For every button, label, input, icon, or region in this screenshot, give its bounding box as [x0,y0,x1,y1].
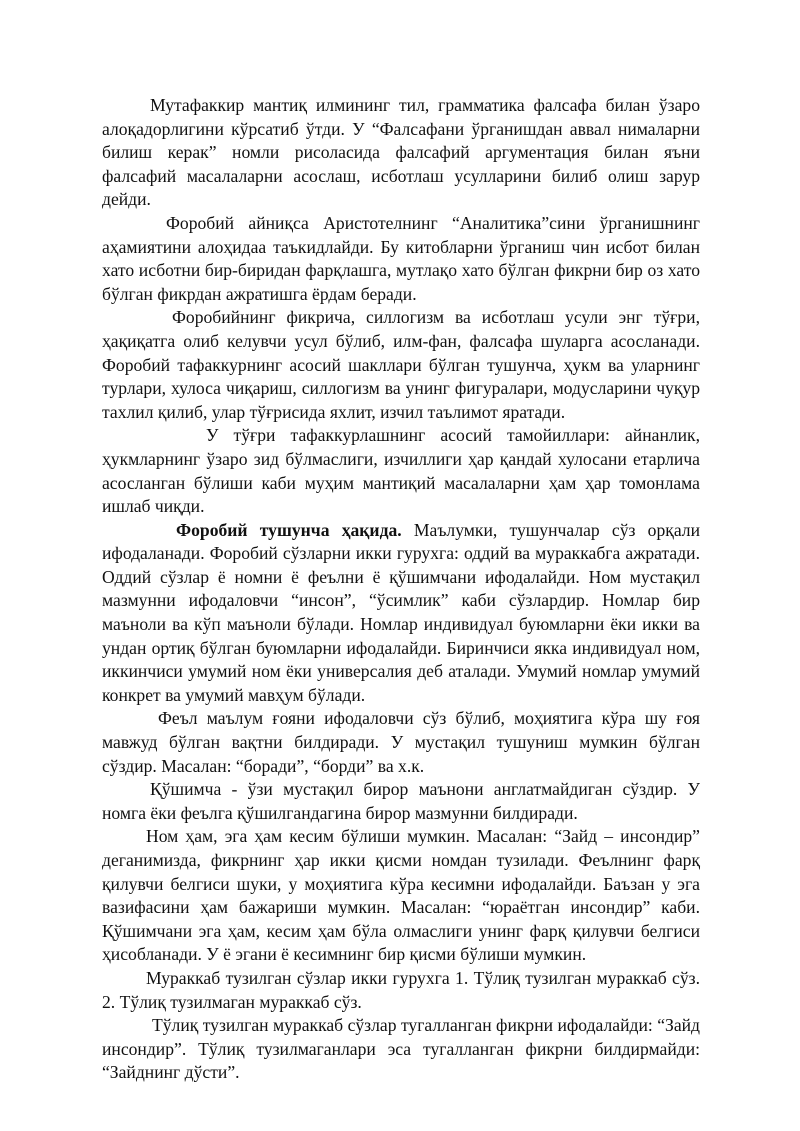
document-page [102,94,700,1085]
paragraph-5 [102,519,700,708]
paragraph-text: Форобийнинг фикрича, силлогизм ва исботлаш усули энг тўғри, ҳақиқатга олиб келувчи усул бўлиб, илм-фан, фалсафа шуларга асосланади. Форобий тафаккурнинг асосий шакллари бўлган тушунча, ҳукм ва уларнинг турлари, хулоса чиқариш, силлогизм ва унинг фигуралари, модусларини чуқур тахлил қилиб, улар тўғрисида яхлит, изчил таълимот яратади. [102,307,700,422]
paragraph-4 [102,424,700,518]
paragraph-8 [102,825,700,967]
paragraph-2 [102,212,700,306]
paragraph-text: Қўшимча - ўзи мустақил бирор маънони англатмайдиган сўздир. У номга ёки феълга қўшилгандагина бирор мазмунни билдиради. [102,779,700,823]
paragraph-7 [102,778,700,825]
section-heading: Форобий тушунча ҳақида. [176,519,402,540]
paragraph-text: Мураккаб тузилган сўзлар икки гурухга 1. Тўлиқ тузилган мураккаб сўз. 2. Тўлиқ тузилмаган мураккаб сўз. [102,967,700,1012]
paragraph-text: Маълумки, тушунчалар сўз орқали ифодаланади. Форобий сўзларни икки гурухга: оддий ва мураккабга ажратади. Оддий сўзлар ё номни ё феълни ё қўшимчани ифодалайди. Ном мустақил мазмунни ифодаловчи “инсон”, “ўсимлик” каби сўзлардир. Номлар бир маъноли ва кўп маъноли бўлади. Номлар индивидуал буюмларни ёки икки ва ундан ортиқ бўлган буюмларни ифодалайди. Биринчиси якка индивидуал ном, иккинчиси умумий ном ёки универсалия деб аталади. Умумий номлар умумий конкрет ва умумий мавҳум бўлади. [102,519,700,705]
paragraph-9 [102,967,700,1014]
paragraph-6 [102,707,700,778]
paragraph-text: Мутафаккир мантиқ илмининг тил, грамматика фалсафа билан ўзаро алоқадорлигини кўрсатиб ўтди. У “Фалсафани ўрганишдан аввал нималарни билиш керак” номли рисоласида фалсафий аргументация билан яъни фалсафий масалаларни асослаш, исботлаш усулларини билиб олиш зарур дейди. [102,95,700,210]
paragraph-3 [102,306,700,424]
paragraph-text: У тўғри тафаккурлашнинг асосий тамойиллари: айнанлик, ҳукмларнинг ўзаро зид бўлмаслиги, изчиллиги ҳар қандай хулосани етарлича асосланган бўлиши каби муҳим мантиқий масалаларни ҳам ҳар томонлама ишлаб чиқди. [102,425,700,517]
paragraph-text: Ном ҳам, эга ҳам кесим бўлиши мумкин. Масалан: “Зайд – инсондир” деганимизда, фикрнинг ҳар икки қисми номдан тузилади. Феълнинг фарқ қилувчи белгиси шуки, у моҳиятига кўра кесимни ифодалайди. Баъзан у эга вазифасини ҳам бажариши мумкин. Масалан: “юраётган инсондир” каби. Қўшимчани эга ҳам, кесим ҳам бўла олмаслиги унинг фарқ қилувчи белгиси ҳисобланади. У ё эгани ё кесимнинг бир қисми бўлиши мумкин. [102,826,700,965]
paragraph-1 [102,94,700,212]
paragraph-10 [102,1014,700,1085]
paragraph-text: Феъл маълум ғояни ифодаловчи сўз бўлиб, моҳиятига кўра шу ғоя мавжуд бўлган вақтни билдиради. У мустақил тушуниш мумкин бўлган сўздир. Масалан: “боради”, “борди” ва х.к. [102,708,700,776]
paragraph-text: Форобий айниқса Аристотелнинг “Аналитика”сини ўрганишнинг аҳамиятини алоҳидаа таъкидлайди. Бу китобларни ўрганиш чин исбот билан хато исботни бир-биридан фарқлашга, мутлақо хато бўлган фикрни бир оз хато бўлган фикрдан ажратишга ёрдам беради. [102,212,700,304]
paragraph-text: Тўлиқ тузилган мураккаб сўзлар тугалланган фикрни ифодалайди: “Зайд инсондир”. Тўлиқ тузилмаганлари эса тугалланган фикрни билдирмайди: “Зайднинг дўсти”. [102,1015,700,1083]
